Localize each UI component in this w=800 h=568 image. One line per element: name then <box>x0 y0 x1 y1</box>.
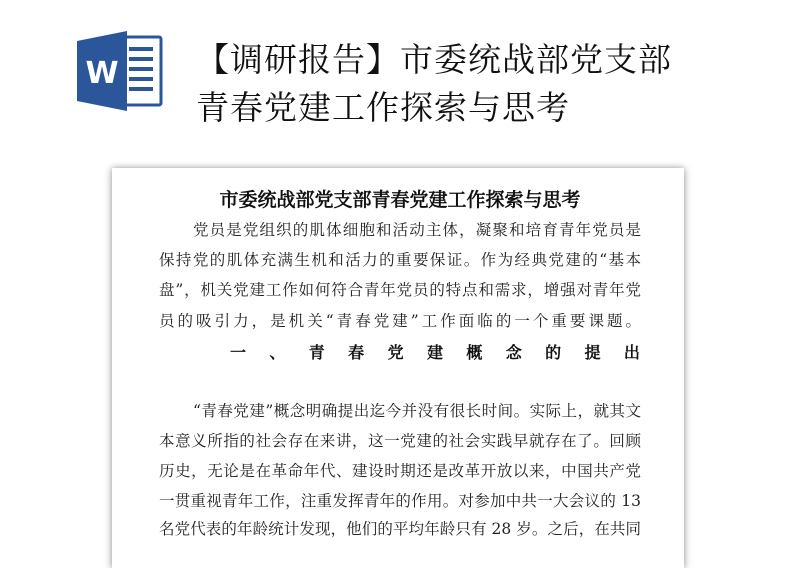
paragraph-line: 本意义所指的社会存在来讲，这一党建的社会实践早就存在了。回顾 <box>159 432 641 450</box>
paragraph-line: 名党代表的年龄统计发现，他们的平均年龄只有 28 岁。之后，在共同 <box>159 520 641 538</box>
section-heading <box>230 340 640 363</box>
heading-char: 党 <box>387 343 404 362</box>
heading-char: 建 <box>426 343 443 362</box>
heading-char: 的 <box>545 343 562 362</box>
heading-char: 、 <box>269 343 286 362</box>
paragraph-line: 盘”，机关党建工作如何符合青年党员的特点和需求，增强对青年党 <box>159 281 641 299</box>
word-icon <box>77 31 163 111</box>
document-title: 市委统战部党支部青春党建工作探索与思考 <box>219 189 581 211</box>
paragraph-line: “青春党建”概念明确提出迄今并没有很长时间。实际上，就其文 <box>193 402 641 420</box>
word-icon-letter: W <box>85 56 119 91</box>
page-title-line-2: 青春党建工作探索与思考 <box>196 88 570 127</box>
heading-char: 提 <box>584 343 601 362</box>
heading-char: 念 <box>505 343 522 362</box>
heading-char: 青 <box>308 343 325 362</box>
paragraph-line: 员的吸引力，是机关“青春党建”工作面临的一个重要课题。 <box>159 312 641 330</box>
paragraph-line: 党员是党组织的肌体细胞和活动主体，凝聚和培育青年党员是 <box>193 221 641 239</box>
heading-char: 一 <box>230 343 247 362</box>
paragraph-line: 历史，无论是在革命年代、建设时期还是改革开放以来，中国共产党 <box>159 462 641 480</box>
heading-char: 出 <box>623 343 640 362</box>
paragraph-line: 保持党的肌体充满生机和活力的重要保证。作为经典党建的“基本 <box>159 251 641 269</box>
paragraph-line: 一贯重视青年工作，注重发挥青年的作用。对参加中共一大会议的 13 <box>159 492 641 510</box>
heading-char: 概 <box>466 343 483 362</box>
page-title-line-1: 【调研报告】市委统战部党支部 <box>196 40 672 79</box>
heading-char: 春 <box>348 343 365 362</box>
